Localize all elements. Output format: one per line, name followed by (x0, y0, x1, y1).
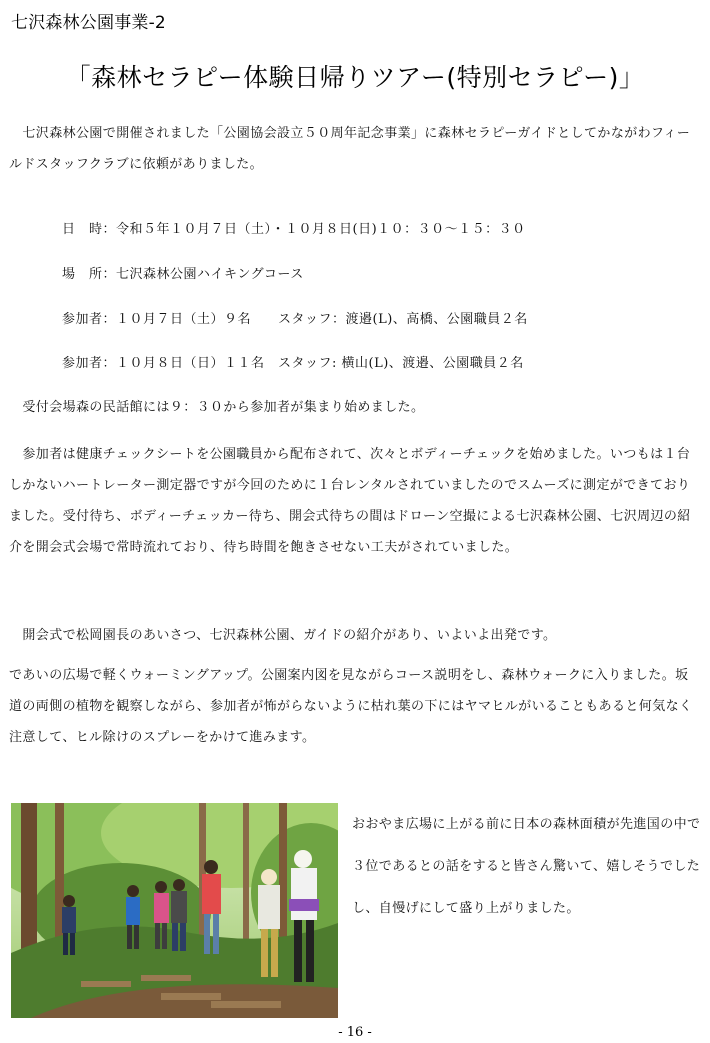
tree-trunk (279, 803, 287, 953)
forest-walk-photo (11, 803, 338, 1018)
detail-participants-day2: 参加者：１０月８日（日）１１名 スタッフ: 横山(L)、渡邉、公園職員２名 (62, 356, 524, 371)
walk-paragraph: であいの広場で軽くウォーミングアップ。公園案内図を見ながらコース説明をし、森林ウォークに入りました。坂道の両側の植物を観察しながら、参加者が怖がらないように枯れ葉の下にはヤマヒルがいることもあると何気なく注意して、ヒル除けのスプレーをかけて進みます。 (9, 668, 693, 745)
opening-paragraph: 開会式で松岡園長のあいさつ、七沢森林公園、ガイドの紹介があり、いよいよ出発です。 (9, 628, 557, 643)
plaza-paragraph: おおやま広場に上がる前に日本の森林面積が先進国の中で３位であるとの話をすると皆さん驚いて、嬉しそうでしたし、自慢げにして盛り上がりました。 (352, 817, 701, 916)
page-number: - 16 - (338, 1025, 372, 1040)
tree-trunk (243, 803, 249, 943)
reception-paragraph: 受付会場森の民話館には９：３０から参加者が集まり始めました。 (9, 400, 425, 415)
forest-walk-photo-illustration (11, 803, 338, 1018)
intro-paragraph: 七沢森林公園で開催されました「公園協会設立５０周年記念事業」に森林セラピーガイドとしてかながわフィールドスタッフクラブに依頼がありました。 (9, 126, 691, 172)
detail-participants-day1: 参加者：１０月７日（土）９名 スタッフ：渡邉(L)、高橋、公園職員２名 (62, 312, 528, 327)
section-label: 七沢森林公園事業-2 (11, 13, 166, 33)
page-title: 「森林セラピー体験日帰りツアー(特別セラピー)」 (65, 63, 645, 92)
detail-datetime: 日 時：令和５年１０月７日（土）・１０月８日(日)１０：３０～１５：３０ (62, 222, 526, 237)
detail-place: 場 所：七沢森林公園ハイキングコース (62, 267, 304, 282)
health-check-paragraph: 参加者は健康チェックシートを公園職員から配布されて、次々とボディーチェックを始めました。いつもは１台しかないハートレーター測定器ですが今回のために１台レンタルされていましたのでスムーズに測定ができておりました。受付待ち、ボディーチェッカー待ち、開会式待ちの間はドローン空撮による七沢森林公園、七沢周辺の紹介を開会式会場で常時流れており、待ち時間を飽きさせない工夫がされていました。 (9, 447, 691, 555)
